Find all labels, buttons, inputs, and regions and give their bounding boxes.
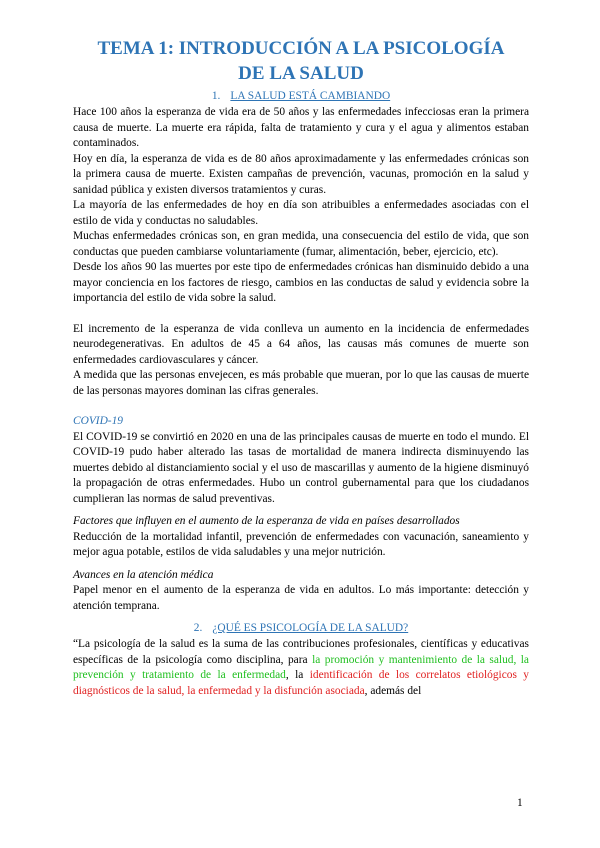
avances-heading: Avances en la atención médica — [73, 568, 214, 581]
section-2-heading — [73, 621, 529, 635]
paragraph: Muchas enfermedades crónicas son, en gran medida, una consecuencia del estilo de vida, que son conductas que pueden cambiarse voluntariamente (fumar, alimentación, beber, ejercicio, etc). — [73, 230, 529, 258]
paragraph: La mayoría de las enfermedades de hoy en día son atribuibles a enfermedades asociadas con el estilo de vida y conductas no saludables. — [73, 199, 529, 227]
page-number: 1 — [517, 797, 523, 809]
quote-highlight-red: identificación de los correlatos etiológicos y diagnósticos de la salud, la enfermedad y la disfunción asociada — [73, 669, 530, 697]
quote-separator: , la — [285, 669, 310, 681]
quote-highlight-green: la promoción y mantenimiento de la salud, la prevención y tratamiento de la enfermedad — [73, 653, 529, 681]
quote-text-end: , además del — [364, 684, 422, 697]
paragraph: Hace 100 años la esperanza de vida era de 50 años y las enfermedades infecciosas eran la primera causa de muerte. La muerte era rápida, falta de tratamiento y cura y el agua y alimentos estaban contaminados. — [73, 106, 529, 149]
section-1-heading — [73, 89, 529, 103]
title-line-1: TEMA 1: INTRODUCCIÓN A LA PSICOLOGÍA — [97, 38, 505, 59]
section-1-number: 1. — [211, 90, 221, 102]
factores-paragraph: Reducción de la mortalidad infantil, prevención de enfermedades con vacunación, saneamiento y mejor agua potable, estilos de vida saludables y una mejor nutrición. — [73, 530, 529, 558]
section-2-title: ¿QUÉ ES PSICOLOGÍA DE LA SALUD? — [212, 622, 409, 634]
factores-heading: Factores que influyen en el aumento de la esperanza de vida en países desarrollados — [73, 515, 460, 527]
title-line-2: DE LA SALUD — [238, 63, 364, 84]
section-1-title: LA SALUD ESTÁ CAMBIANDO — [230, 90, 391, 102]
paragraph: Hoy en día, la esperanza de vida es de 80 años aproximadamente y las enfermedades crónicas son la primera causa de muerte. Existen campañas de prevención, vacunas, promoción en la salud y sanidad pública y existen diversos tratamientos y curas. — [73, 152, 529, 196]
section-2-number: 2. — [193, 622, 203, 634]
paragraph: Desde los años 90 las muertes por este tipo de enfermedades crónicas han disminuido debido a una mayor conciencia en los factores de riesgo, cambios en las conductas de salud y evidencia sobre la importancia del estilo de vida sobre la salud. — [73, 261, 529, 304]
paragraph: A medida que las personas envejecen, es más probable que mueran, por lo que las causas de muerte de las personas mayores dominan las cifras generales. — [73, 369, 529, 397]
document-title — [73, 36, 529, 86]
avances-paragraph: Papel menor en el aumento de la esperanza de vida en adultos. Lo más importante: detección y atención temprana. — [73, 584, 529, 612]
quote-paragraph — [73, 637, 529, 699]
paragraph: El incremento de la esperanza de vida conlleva un aumento en la incidencia de enfermedades neurodegenerativas. En adultos de 45 a 64 años, las causas más comunes de muerte son enfermedades cardiovasculares y cáncer. — [73, 322, 529, 366]
covid-paragraph: El COVID-19 se convirtió en 2020 en una de las principales causas de muerte en todo el mundo. El COVID-19 pudo haber alterado las tasas de mortalidad de manera indirecta disminuyendo las muertes debido al distanciamiento social y el uso de mascarillas y aumento de la higiene disminuyó la propagación de otras enfermedades. Hubo un control gubernamental para que los ciudadanos cumplieran las normas de salud preventivas. — [73, 430, 529, 505]
quote-text: “La psicología de la salud es la suma de las contribuciones profesionales, científicas y educativas específicas de la psicología como disciplina, para — [73, 638, 529, 666]
covid-heading: COVID-19 — [73, 415, 123, 427]
page-content — [73, 36, 529, 699]
